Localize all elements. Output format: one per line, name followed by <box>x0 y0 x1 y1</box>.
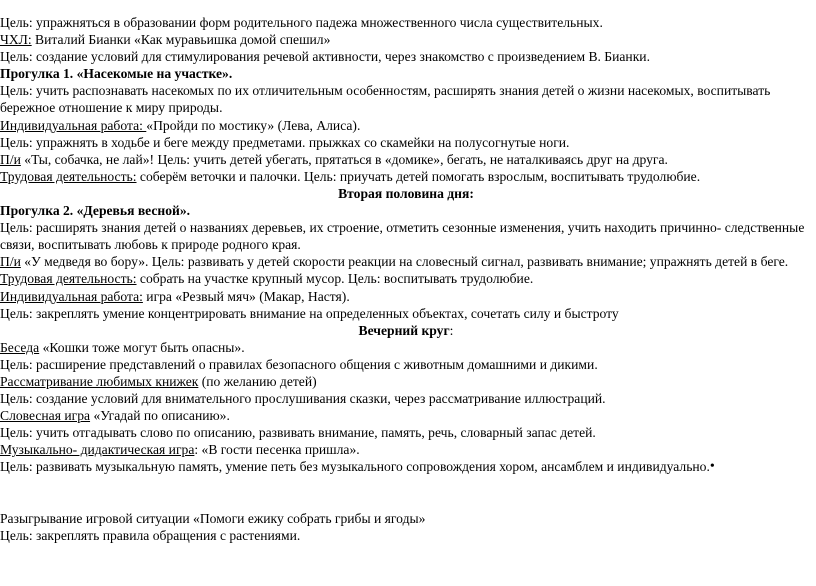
music-game-goal <box>0 458 812 475</box>
individual-work-1-text: «Пройди по мостику» (Лева, Алиса). <box>146 117 361 133</box>
walk2-goal: Цель: расширять знания детей о названиях деревьев, их строение, отметить сезонные изменения, учить находить причинно- следственные связи, воспитывать любовь к природе родного края. <box>0 220 805 253</box>
walk1-goal: Цель: учить распознавать насекомых по их отличительным особенностям, расширять знания детей о жизни насекомых, воспитывать бережное отношение к миру природы. <box>0 83 771 116</box>
play-situation: Разыгрывание игровой ситуации «Помоги ежику собрать грибы и ягоды» <box>0 510 426 526</box>
labor-2-label: Трудовая деятельность: <box>0 271 137 287</box>
outdoor-game-1-text: «Ты, собачка, не лай»! Цель: учить детей убегать, прятаться в «домике», бегать, не наталкиваясь друг на друга. <box>20 151 668 167</box>
individual-work-1-label: Индивидуальная работа: <box>0 117 147 133</box>
individual-work-2 <box>0 288 812 305</box>
word-game-label: Словесная игра <box>0 408 91 424</box>
talk-line <box>0 339 812 356</box>
books-line <box>0 373 812 390</box>
reading-text: Виталий Бианки «Как муравьишка домой спешил» <box>31 32 331 48</box>
individual-work-2-label: Индивидуальная работа: <box>0 288 143 304</box>
evening-title: Вечерний круг <box>358 322 450 338</box>
books-goal: Цель: создание условий для внимательного прослушивания сказки, через рассматривание иллюстраций. <box>0 391 606 407</box>
outdoor-game-2 <box>0 253 812 270</box>
goal-line: Цель: упражняться в образовании форм родительного падежа множественного числа существительных. <box>0 15 603 30</box>
music-game-line <box>0 441 812 458</box>
outdoor-game-1-label: П/и <box>0 151 21 167</box>
individual-work-1-goal: Цель: упражнять в ходьбе и беге между предметами. прыжках со скамейки на полусогнутые ноги. <box>0 134 570 150</box>
word-game-goal: Цель: учить отгадывать слово по описанию, развивать внимание, память, речь, словарный запас детей. <box>0 425 596 441</box>
outdoor-game-2-text: «У медведя во бору». Цель: развивать у детей скорости реакции на словесный сигнал, развивать внимание; упражнять детей в беге. <box>20 254 789 270</box>
music-game-label: Музыкально- дидактическая игра <box>0 442 195 458</box>
individual-work-2-text: игра «Резвый мяч» (Макар, Настя). <box>142 288 350 304</box>
reading-label: ЧХЛ: <box>0 32 32 48</box>
second-half-heading: Вторая половина дня: <box>338 185 474 201</box>
labor-1-text: соберём веточки и палочки. Цель: приучать детей помогать взрослым, воспитывать трудолюбие. <box>136 168 701 184</box>
individual-work-2-goal: Цель: закреплять умение концентрировать внимание на определенных объектах, сочетать силу и быстроту <box>0 305 619 321</box>
music-game-text: : «В гости песенка пришла». <box>194 442 360 458</box>
evening-colon: : <box>449 322 454 338</box>
talk-label: Беседа <box>0 339 40 355</box>
labor-2 <box>0 270 812 287</box>
word-game-text: «Угадай по описанию». <box>90 408 230 424</box>
outdoor-game-1 <box>0 151 812 168</box>
play-situation-goal: Цель: закреплять правила обращения с растениями. <box>0 527 301 543</box>
books-text: (по желанию детей) <box>198 373 317 389</box>
document-body <box>0 14 812 544</box>
talk-text: «Кошки тоже могут быть опасны». <box>39 339 245 355</box>
reading-line <box>0 31 812 48</box>
outdoor-game-2-label: П/и <box>0 254 21 270</box>
bullet-icon: • <box>709 459 715 475</box>
labor-2-text: собрать на участке крупный мусор. Цель: воспитывать трудолюбие. <box>136 271 534 287</box>
word-game-line <box>0 407 812 424</box>
spacer <box>0 476 812 510</box>
books-label: Рассматривание любимых книжек <box>0 373 199 389</box>
walk2-title: Прогулка 2. «Деревья весной». <box>0 203 191 219</box>
talk-goal: Цель: расширение представлений о правилах безопасного общения с животным домашними и дикими. <box>0 356 598 372</box>
walk1-title: Прогулка 1. «Насекомые на участке». <box>0 66 233 82</box>
labor-1-label: Трудовая деятельность: <box>0 168 137 184</box>
evening-heading <box>0 322 812 339</box>
reading-goal: Цель: создание условий для стимулирования речевой активности, через знакомство с произведением В. Бианки. <box>0 49 650 65</box>
music-goal-text: Цель: развивать музыкальную память, умение петь без музыкального сопровождения хором, ансамблем и индивидуально. <box>0 459 710 475</box>
individual-work-1 <box>0 117 812 134</box>
labor-1 <box>0 168 812 185</box>
